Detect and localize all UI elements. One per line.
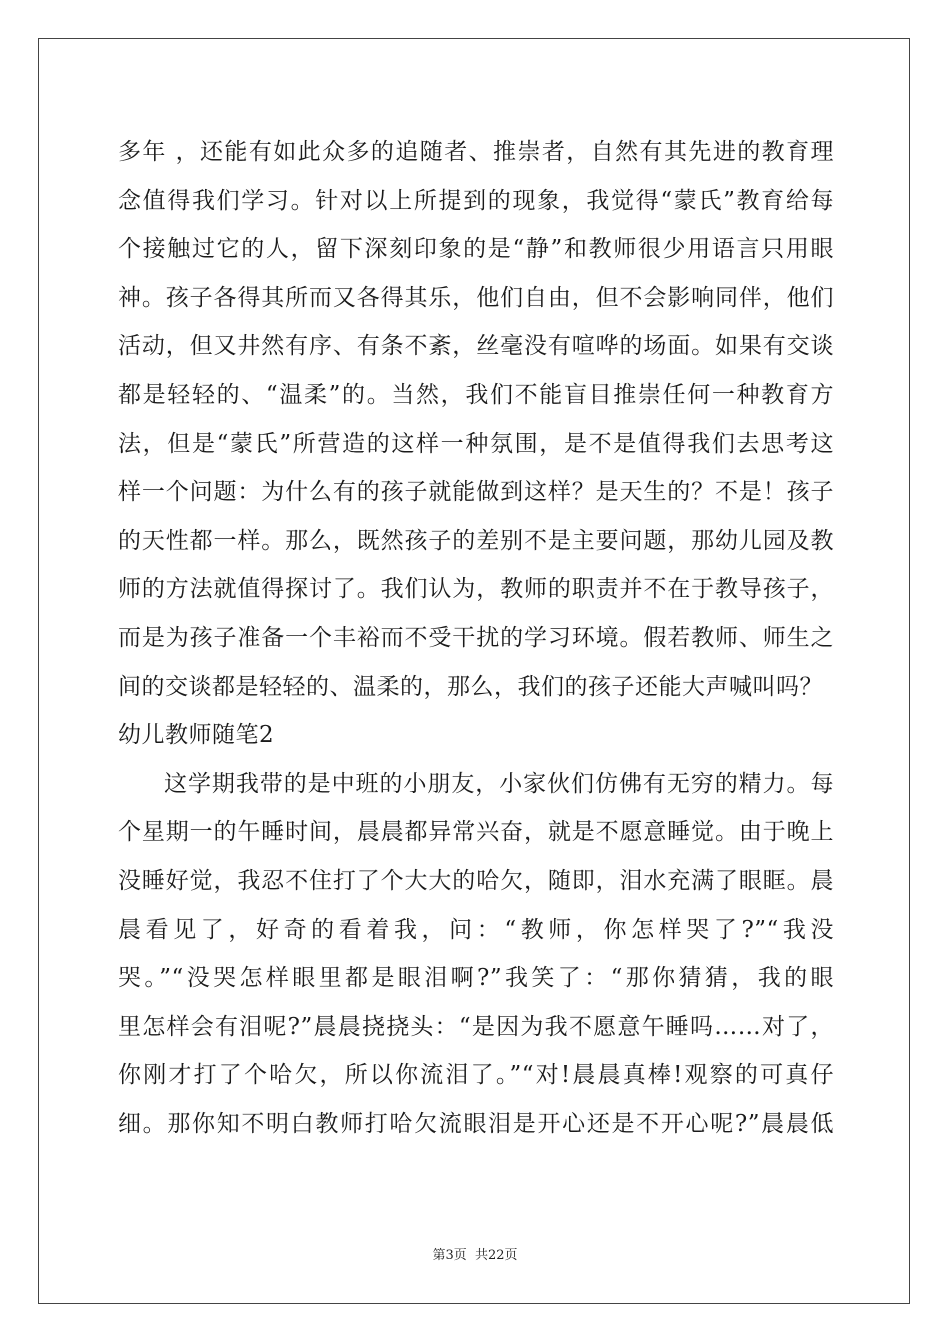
text-line: 神。孩子各得其所而又各得其乐，他们自由，但不会影响同伴，他们 <box>118 284 834 311</box>
page-total: 共22页 <box>474 1248 518 1263</box>
text-line: 活动，但又井然有序、有条不紊，丝毫没有喧哗的场面。如果有交谈 <box>118 333 834 360</box>
page-number: 第3页 <box>432 1248 467 1263</box>
text-line: 样一个问题：为什么有的孩子就能做到这样？是天生的？不是！孩子 <box>118 479 834 506</box>
text-line: 法，但是“蒙氏”所营造的这样一种氛围，是不是值得我们去思考这 <box>118 430 834 457</box>
text-line: 细。那你知不明白教师打哈欠流眼泪是开心还是不开心呢?”晨晨低 <box>118 1110 834 1137</box>
paragraph-1 <box>118 128 834 711</box>
text-line: 师的方法就值得探讨了。我们认为，教师的职责并不在于教导孩子， <box>118 576 834 603</box>
text-line: 个接触过它的人，留下深刻印象的是“静”和教师很少用语言只用眼 <box>118 236 834 263</box>
paragraph-2 <box>118 760 834 1149</box>
text-line: 都是轻轻的、“温柔”的。当然，我们不能盲目推崇任何一种教育方 <box>118 381 834 408</box>
text-line: 念值得我们学习。针对以上所提到的现象，我觉得“蒙氏”教育给每 <box>118 187 834 214</box>
text-line: 没睡好觉，我忍不住打了个大大的哈欠，随即，泪水充满了眼眶。晨 <box>118 867 834 894</box>
text-line: 晨看见了，好奇的看着我，问：“教师，你怎样哭了?”“我没 <box>118 916 834 943</box>
text-line: 个星期一的午睡时间，晨晨都异常兴奋，就是不愿意睡觉。由于晚上 <box>118 819 834 846</box>
text-line: 而是为孩子准备一个丰裕而不受干扰的学习环境。假若教师、师生之 <box>118 624 834 651</box>
text-line: 多年 ，还能有如此众多的追随者、推崇者，自然有其先进的教育理 <box>118 139 834 165</box>
page-footer <box>0 1244 950 1263</box>
document-body <box>118 128 834 1148</box>
text-line: 间的交谈都是轻轻的、温柔的，那么，我们的孩子还能大声喊叫吗？ <box>118 673 823 700</box>
text-line: 的天性都一样。那么，既然孩子的差别不是主要问题，那幼儿园及教 <box>118 527 834 554</box>
text-line: 你刚才打了个哈欠，所以你流泪了。”“对!晨晨真棒!观察的可真仔 <box>118 1062 834 1089</box>
text-line: 这学期我带的是中班的小朋友，小家伙们仿佛有无穷的精力。每 <box>164 770 834 797</box>
text-line: 哭。”“没哭怎样眼里都是眼泪啊?”我笑了：“那你猜猜，我的眼 <box>118 965 834 992</box>
section-heading: 幼儿教师随笔2 <box>118 722 275 749</box>
text-line: 里怎样会有泪呢?”晨晨挠挠头：“是因为我不愿意午睡吗……对了， <box>118 1013 834 1040</box>
